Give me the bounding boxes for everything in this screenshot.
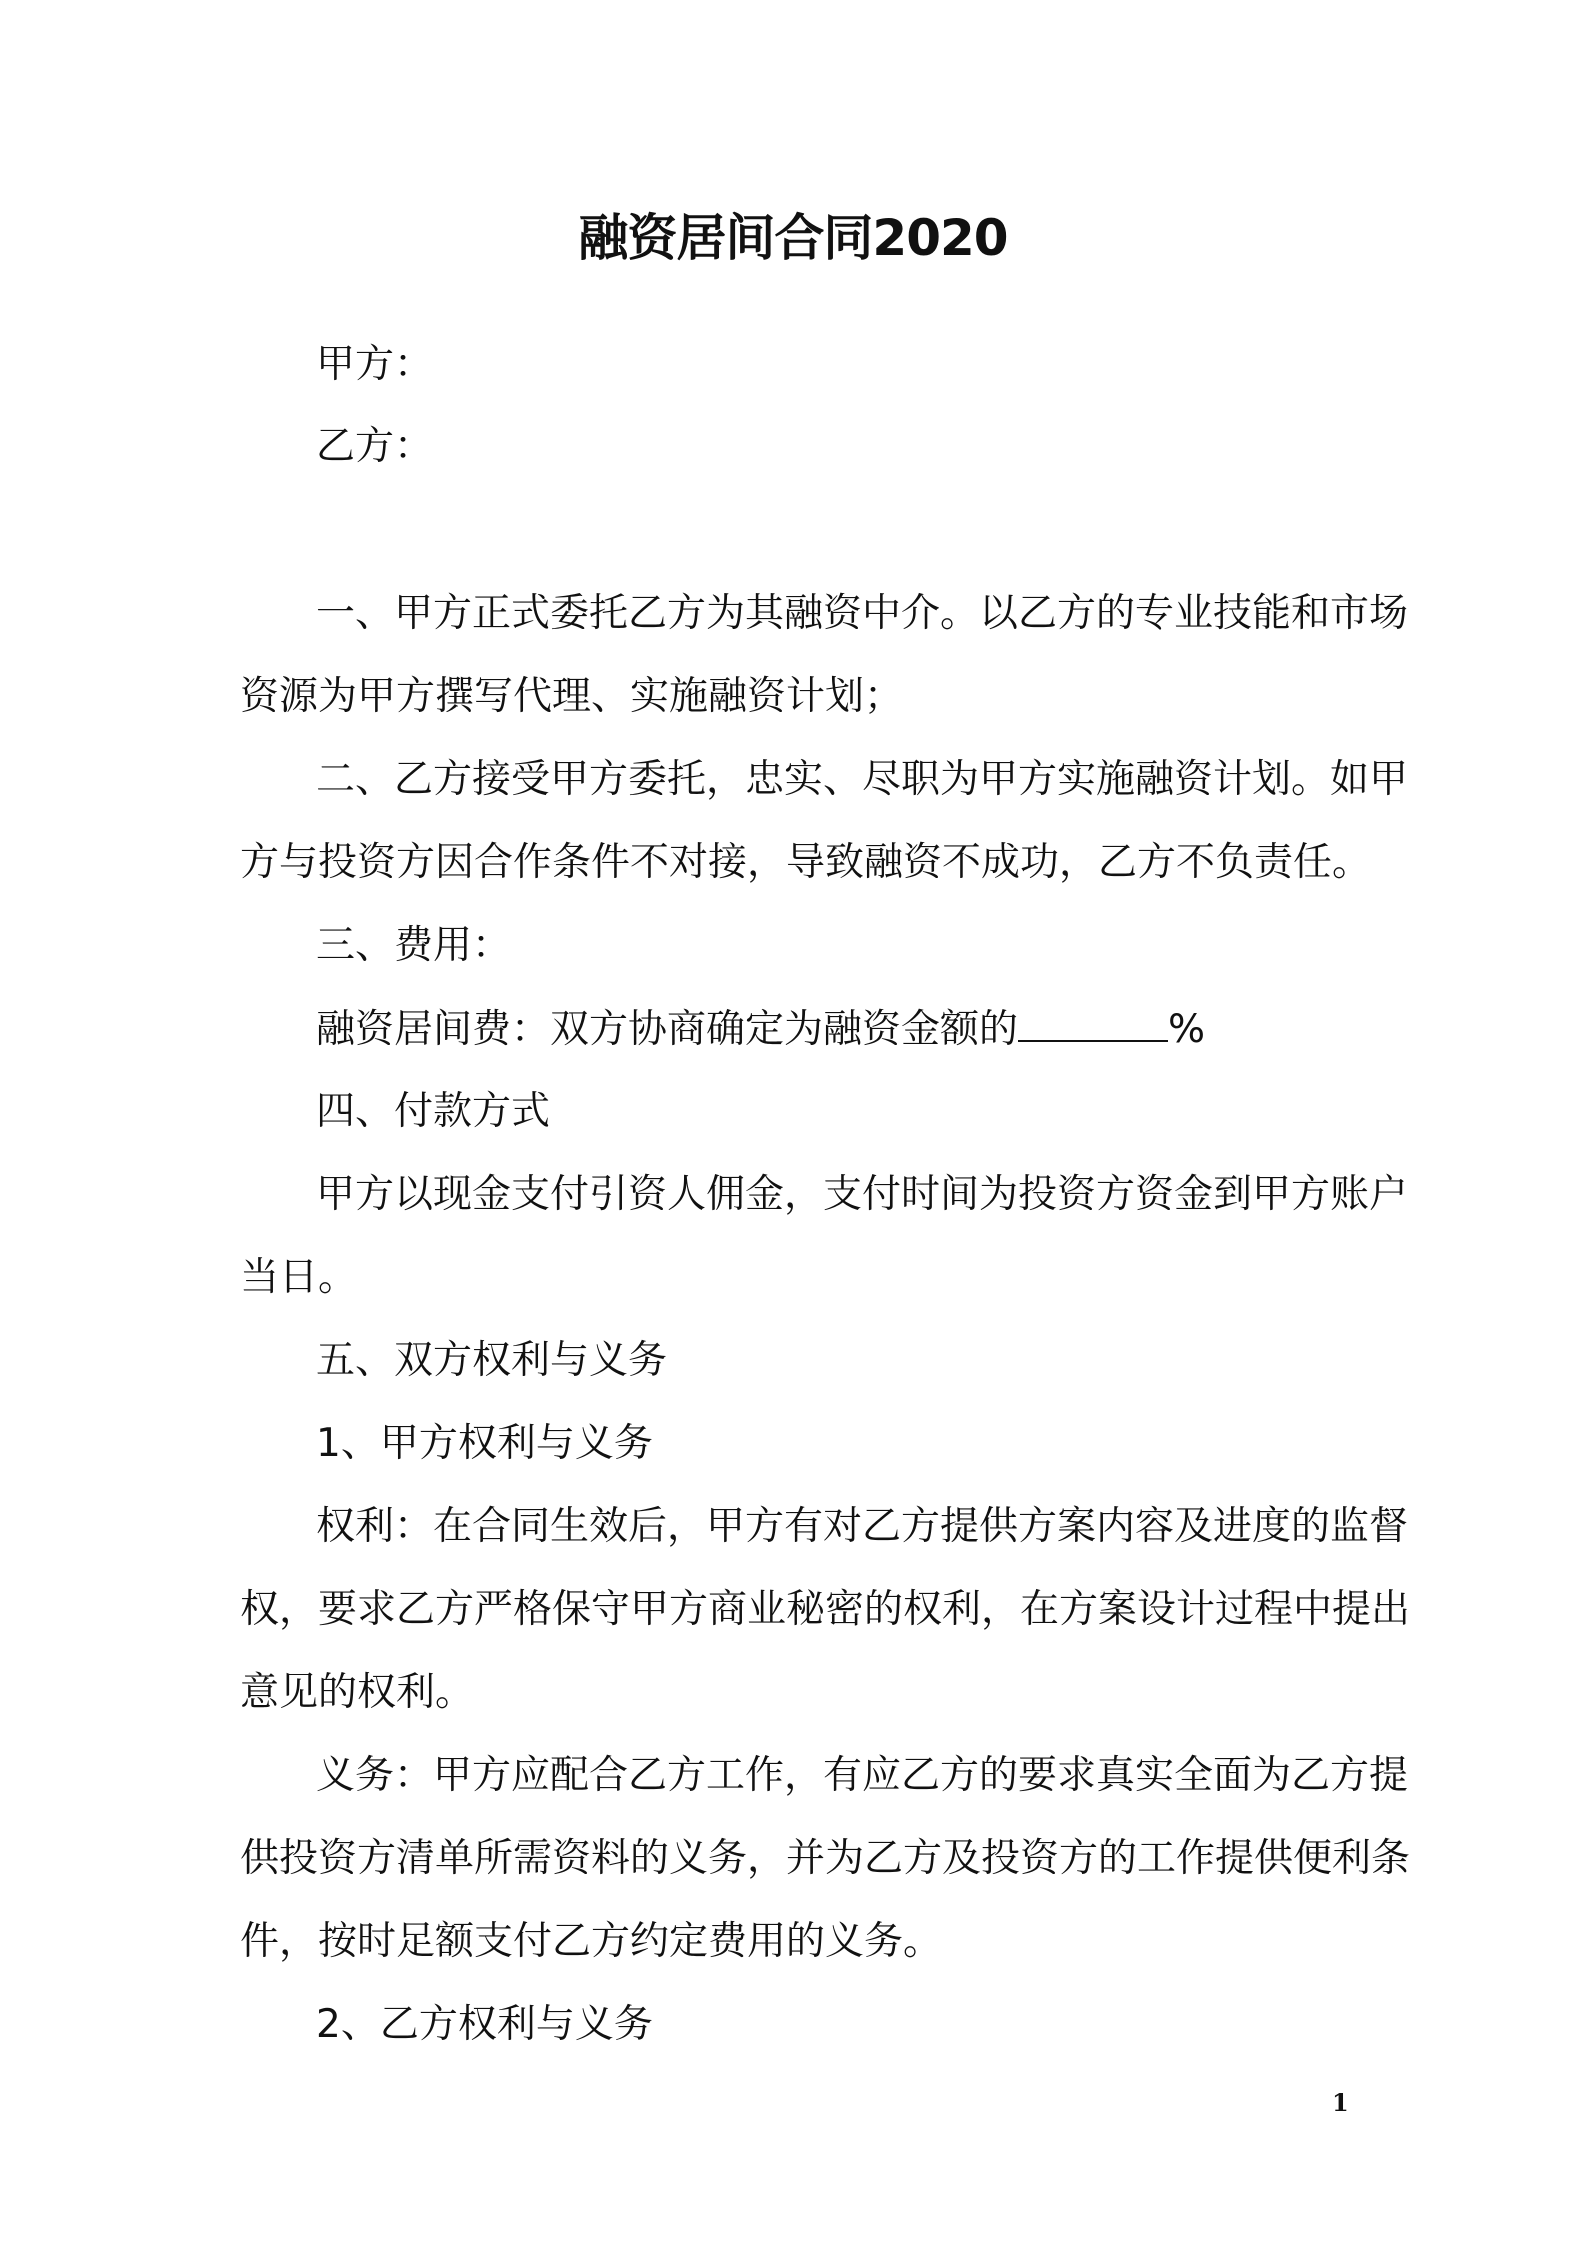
clause-3-heading: 三、费用：	[316, 923, 512, 968]
clause-2-line-2: 方与投资方因合作条件不对接，导致融资不成功，乙方不负责任。	[240, 840, 1372, 885]
duties-line-1: 义务：甲方应配合乙方工作，有应乙方的要求真实全面为乙方提	[316, 1753, 1409, 1798]
clause-1-line-2: 资源为甲方撰写代理、实施融资计划；	[240, 674, 904, 719]
document-title: 融资居间合同2020	[578, 209, 1008, 267]
fee-line	[316, 1002, 1205, 1057]
party-a-label: 甲方：	[316, 342, 434, 387]
rights-line-1: 权利：在合同生效后，甲方有对乙方提供方案内容及进度的监督	[316, 1504, 1409, 1549]
clause-5-sub-2-heading: 2、乙方权利与义务	[316, 2002, 653, 2047]
fee-prefix: 融资居间费：双方协商确定为融资金额的	[316, 1007, 1019, 1052]
page-number: 1	[1332, 2088, 1349, 2117]
duties-line-2: 供投资方清单所需资料的义务，并为乙方及投资方的工作提供便利条	[240, 1836, 1411, 1881]
clause-5-heading: 五、双方权利与义务	[316, 1338, 668, 1383]
fee-suffix: %	[1168, 1007, 1206, 1052]
rights-line-2: 权，要求乙方严格保守甲方商业秘密的权利，在方案设计过程中提出	[240, 1587, 1411, 1632]
clause-1-line-1: 一、甲方正式委托乙方为其融资中介。以乙方的专业技能和市场	[316, 591, 1409, 636]
fee-percentage-blank	[1018, 1002, 1168, 1042]
rights-line-3: 意见的权利。	[240, 1670, 475, 1715]
clause-5-sub-1-heading: 1、甲方权利与义务	[316, 1421, 653, 1466]
party-b-label: 乙方：	[316, 424, 434, 469]
clause-4-line-2: 当日。	[240, 1255, 358, 1300]
clause-2-line-1: 二、乙方接受甲方委托，忠实、尽职为甲方实施融资计划。如甲	[316, 757, 1409, 802]
duties-line-3: 件，按时足额支付乙方约定费用的义务。	[240, 1919, 943, 1964]
clause-4-heading: 四、付款方式	[316, 1089, 551, 1134]
clause-4-line-1: 甲方以现金支付引资人佣金，支付时间为投资方资金到甲方账户	[316, 1172, 1409, 1217]
